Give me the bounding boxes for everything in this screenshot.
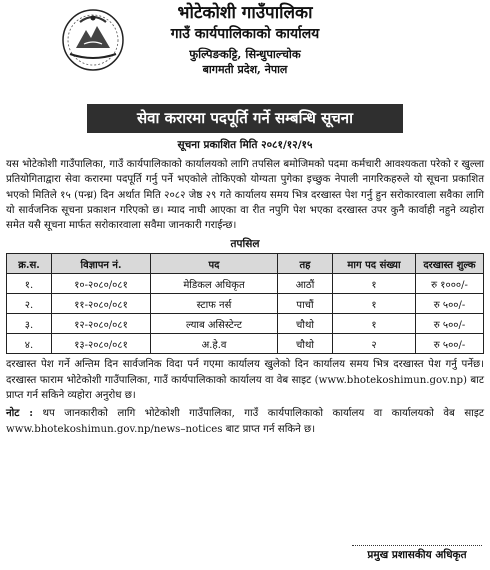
cell-demand-count: १: [333, 314, 416, 334]
cell-demand-count: १: [333, 294, 416, 314]
cell-fee: रु १०००/-: [416, 274, 484, 294]
signatory-title: प्रमुख प्रशासकीय अधिकृत: [367, 549, 467, 561]
col-advert-no: विज्ञापन नं.: [52, 254, 151, 274]
col-demand-count: माग पद संख्या: [333, 254, 416, 274]
published-date: सूचना प्रकाशित मिति २०८१/१२/१५: [177, 139, 313, 151]
office-location: फुल्पिङकट्टि, सिन्धुपाल्चोक: [189, 46, 301, 61]
col-fee: दरखास्त शुल्क: [416, 254, 484, 274]
cell-advert-no: १३-२०८०/०८१: [52, 334, 151, 354]
cell-demand-count: १: [333, 274, 416, 294]
cell-level: चौथो: [278, 314, 333, 334]
letterhead-text: [6, 4, 484, 77]
table-row: [7, 294, 484, 314]
province-name: बागमती प्रदेश, नेपाल: [202, 62, 288, 76]
cell-demand-count: २: [333, 334, 416, 354]
signature-block: [352, 545, 482, 562]
cell-level: पाचौं: [278, 294, 333, 314]
cell-level: चौथो: [278, 334, 333, 354]
cell-serial: ३.: [7, 314, 52, 334]
letterhead: [6, 0, 484, 104]
table-caption: तपसिल: [230, 238, 260, 251]
cell-position: अ.हे.व: [151, 334, 278, 354]
office-name: गाउँ कार्यपालिकाको कार्यालय: [170, 25, 320, 42]
col-level: तह: [278, 254, 333, 274]
vacancy-table: [6, 253, 484, 354]
cell-advert-no: १२-२०८०/०८१: [52, 314, 151, 334]
table-row: [7, 314, 484, 334]
cell-fee: रु ५००/-: [416, 314, 484, 334]
cell-serial: १.: [7, 274, 52, 294]
cell-fee: रु ५००/-: [416, 334, 484, 354]
table-row: [7, 334, 484, 354]
table-row: [7, 274, 484, 294]
cell-level: आठौं: [278, 274, 333, 294]
note-text: थप जानकारीको लागि भोटेकोशी गाउँपालिका, गाउँ कार्यपालिकाको कार्यालय वा कार्यालयको वेब साइट www.bhotekoshimun.gov.np/news–notices बाट प्राप्त गर्न सकिने छ।: [6, 408, 485, 435]
cell-advert-no: ११-२०८०/०८१: [52, 294, 151, 314]
cell-serial: २.: [7, 294, 52, 314]
table-header-row: [7, 254, 484, 274]
cell-fee: रु ५००/-: [416, 294, 484, 314]
note-label: नोट :: [6, 407, 33, 420]
notice-body: यस भोटेकोशी गाउँपालिका, गाउँ कार्यपालिकाको कार्यालयको लागि तपसिल बमोजिमको पदमा कर्मचारी आवश्यकता परेको र खुल्ला प्रतियोगिताद्वारा सेवा करारमा पदपूर्ति गर्नु पर्ने भएकोले तोकिएको योग्यता पुगेका इच्छुक नेपाली नागरिकहरुले यो सूचना प्रकाशित भएको मितिले १५ (पन्ध्र) दिन अर्थात मिति २०८२ जेष्ठ २९ गते कार्यालय समय भित्र दरखास्त पेश गर्नु हुन सरोकारवाला सवैका लागि यो सार्वजनिक सूचना प्रकाशन गरिएको छ। म्याद नाघी आएका वा रीत नपुगि पेश भएका दरखास्त उपर कुनै कार्वाही नहुने व्यहोरा समेत यसै सूचना मार्फत सरोकारवाला सवैमा जानकारी गराईन्छ।: [6, 159, 484, 232]
col-position: पद: [151, 254, 278, 274]
cell-serial: ४.: [7, 334, 52, 354]
signature-line: [352, 545, 482, 546]
cell-position: स्टाफ नर्स: [151, 294, 278, 314]
cell-advert-no: १०-२०८०/०८१: [52, 274, 151, 294]
municipality-name: भोटेकोशी गाउँपालिका: [177, 3, 313, 23]
col-serial: क्र.स.: [7, 254, 52, 274]
notice-title: सेवा करारमा पदपूर्ति गर्ने सम्बन्धि सूचना: [87, 104, 403, 133]
note-paragraph: [6, 406, 484, 437]
cell-position: ल्याब असिस्टेन्ट: [151, 314, 278, 334]
cell-position: मेडिकल अधिकृत: [151, 274, 278, 294]
submission-instructions: दरखास्त पेश गर्ने अन्तिम दिन सार्वजनिक विदा पर्न गएमा कार्यालय खुलेको दिन कार्यालय समय भित्र दरखास्त पेश गर्नु पर्नेछ। दरखास्त फाराम भोटेकोशी गाउँपालिका, गाउँ कार्यपालिकाको कार्यालय वा वेब साइट (www.bhotekoshimun.gov.np) बाट प्राप्त गर्न सकिने व्यहोरा अनुरोध छ।: [6, 359, 484, 402]
